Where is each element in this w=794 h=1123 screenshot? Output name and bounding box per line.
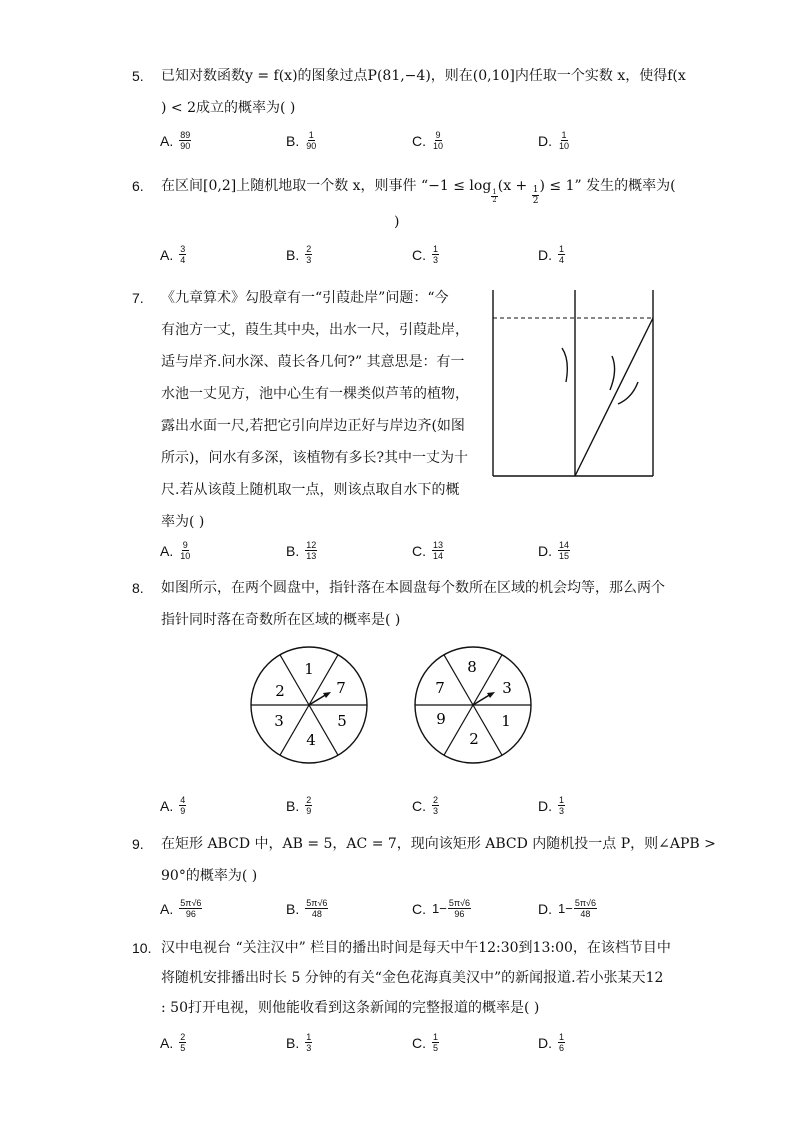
- option-b[interactable]: [286, 244, 312, 265]
- question-10-line-2: 将随机安排播出时长 5 分钟的有关“金色花海真美汉中”的新闻报道.若小张某天12: [161, 970, 664, 986]
- option-fraction: [179, 244, 186, 265]
- fraction-numerator: 5π√6: [574, 898, 596, 908]
- option-fraction: [179, 540, 191, 561]
- fraction-numerator: 5π√6: [306, 898, 328, 908]
- fraction-numerator: 4: [180, 795, 186, 805]
- disk1-sector-top-left: 2: [275, 682, 285, 700]
- fraction-numerator: 1: [559, 244, 565, 254]
- fraction-numerator: 2: [433, 795, 439, 805]
- disk1-sector-bottom-right: 5: [337, 712, 347, 730]
- disk1-sector-bottom: 4: [306, 731, 316, 749]
- question-7-number: 7.: [132, 290, 144, 306]
- option-label: A.: [160, 797, 174, 814]
- fraction-numerator: 1: [433, 1032, 439, 1042]
- question-9-number: 9.: [132, 836, 144, 852]
- option-fraction: [432, 795, 439, 816]
- option-b[interactable]: [286, 898, 328, 919]
- option-fraction: [558, 540, 570, 561]
- question-5-line-1: 已知对数函数y = f(x)的图象过点P(81,−4)，则在(0,10]内任取一个实数 x，使得f(x: [161, 68, 686, 84]
- option-label: A.: [160, 542, 174, 559]
- option-label: D.: [538, 132, 552, 149]
- disk2-sector-bottom-left: 9: [436, 710, 446, 728]
- option-label: D.: [538, 900, 552, 917]
- option-fraction: [305, 130, 317, 151]
- option-c[interactable]: [412, 244, 439, 265]
- fraction-numerator: 2: [306, 795, 312, 805]
- option-label: C.: [412, 900, 426, 917]
- disk2-sector-top: 8: [467, 658, 477, 676]
- fraction-denominator: 48: [311, 909, 322, 919]
- option-fraction: [558, 130, 570, 151]
- question-10-line-3: : 50打开电视，则他能收看到这条新闻的完整报道的概率是( ): [161, 1000, 540, 1016]
- question-7-line-1: 《九章算术》勾股章有一“引葭赴岸”问题：“今: [161, 290, 449, 306]
- fraction-denominator: 13: [306, 551, 317, 561]
- fraction-denominator: 48: [580, 909, 591, 919]
- option-fraction: [558, 1032, 565, 1053]
- option-label: B.: [286, 1034, 300, 1051]
- fraction-numerator: 12: [306, 540, 317, 550]
- question-6-text-c: ) ≤ 1” 发生的概率为(: [539, 178, 676, 194]
- fraction-numerator: 1: [308, 130, 314, 140]
- fraction-denominator: 90: [180, 141, 191, 151]
- option-label: D.: [538, 1034, 552, 1051]
- fraction-denominator: 14: [433, 551, 444, 561]
- reed-leaning: [575, 318, 653, 476]
- fraction-denominator: 10: [559, 141, 570, 151]
- option-d[interactable]: [538, 1032, 565, 1053]
- option-b[interactable]: [286, 540, 317, 561]
- option-d[interactable]: [538, 244, 565, 265]
- fraction-denominator: 15: [559, 551, 570, 561]
- question-6-number: 6.: [132, 178, 144, 194]
- option-a[interactable]: [160, 244, 186, 265]
- question-7-line-6: 所示)，问水有多深，该植物有多长?其中一丈为十: [161, 450, 468, 466]
- option-d[interactable]: [538, 795, 565, 816]
- option-label: B.: [286, 900, 300, 917]
- option-fraction: [179, 795, 186, 816]
- reed-pond-figure: [488, 286, 658, 480]
- leaf-middle: [610, 356, 615, 390]
- fraction-denominator: 4: [559, 255, 565, 265]
- spinner-disk-2: [412, 644, 534, 766]
- leaf-right: [618, 382, 638, 404]
- option-fraction: [179, 130, 191, 151]
- option-label: B.: [286, 246, 300, 263]
- question-7-line-3: 适与岸齐.问水深、葭长各几何?” 其意思是：有一: [161, 354, 465, 370]
- option-c[interactable]: [412, 795, 439, 816]
- option-fraction: [432, 1032, 439, 1053]
- question-5-number: 5.: [132, 68, 144, 84]
- fraction-numerator: 2: [306, 244, 312, 254]
- option-label: B.: [286, 542, 300, 559]
- question-6-line-2: ): [394, 214, 400, 230]
- question-7-line-2: 有池方一丈，葭生其中央，出水一尺，引葭赴岸，: [161, 322, 469, 338]
- fraction-denominator: 3: [306, 255, 312, 265]
- option-b[interactable]: [286, 130, 317, 151]
- disk1-sector-bottom-left: 3: [274, 712, 284, 730]
- question-8-line-2: 指针同时落在奇数所在区域的概率是( ): [161, 612, 401, 628]
- option-a[interactable]: [160, 540, 191, 561]
- option-prefix: 1−: [432, 901, 447, 916]
- option-fraction: [558, 244, 565, 265]
- question-7-line-7: 尺.若从该葭上随机取一点，则该点取自水下的概: [161, 482, 460, 498]
- question-6-text-b: (x +: [497, 178, 532, 194]
- spinner-disk-1: [248, 644, 370, 766]
- option-label: D.: [538, 797, 552, 814]
- option-label: B.: [286, 132, 300, 149]
- fraction-denominator: 4: [180, 255, 186, 265]
- option-fraction: [448, 898, 471, 919]
- fraction-denominator: 3: [433, 255, 439, 265]
- disk2-sector-top-right: 3: [502, 679, 512, 697]
- option-a[interactable]: [160, 1032, 186, 1053]
- fraction-numerator: 2: [180, 1032, 186, 1042]
- option-fraction: [305, 795, 312, 816]
- option-a[interactable]: [160, 130, 191, 151]
- fraction-numerator: 1: [559, 795, 565, 805]
- fraction-denominator: 3: [306, 1043, 312, 1053]
- option-fraction: [432, 130, 444, 151]
- option-label: D.: [538, 542, 552, 559]
- question-10-options: [0, 1032, 794, 1062]
- question-9-line-2: 90°的概率为( ): [161, 868, 258, 884]
- fraction-denominator: 5: [433, 1043, 439, 1053]
- fraction-denominator: 3: [559, 806, 565, 816]
- question-5-options: [0, 130, 794, 160]
- option-prefix: 1−: [558, 901, 573, 916]
- option-label: C.: [412, 797, 426, 814]
- question-7-line-4: 水池一丈见方，池中心生有一棵类似芦苇的植物，: [161, 386, 469, 402]
- option-label: A.: [160, 900, 174, 917]
- option-label: A.: [160, 1034, 174, 1051]
- fraction-numerator: 13: [433, 540, 444, 550]
- option-a[interactable]: [160, 795, 186, 816]
- fraction-numerator: 9: [182, 540, 188, 550]
- fraction-numerator: 89: [180, 130, 191, 140]
- fraction-numerator: 5π√6: [448, 898, 470, 908]
- option-label: C.: [412, 132, 426, 149]
- option-label: B.: [286, 797, 300, 814]
- disk2-sector-bottom: 2: [469, 730, 479, 748]
- option-fraction: [305, 898, 328, 919]
- option-fraction: [179, 898, 202, 919]
- option-label: D.: [538, 246, 552, 263]
- disk1-sector-top-right: 7: [336, 679, 346, 697]
- disk1-sector-top: 1: [304, 660, 314, 678]
- option-fraction: [432, 540, 444, 561]
- fraction-denominator: 6: [559, 1043, 565, 1053]
- question-10-number: 10.: [132, 940, 152, 956]
- question-7-line-5: 露出水面一尺,若把它引向岸边正好与岸边齐(如图: [161, 418, 465, 434]
- question-8-number: 8.: [132, 580, 144, 596]
- option-fraction: [558, 795, 565, 816]
- option-b[interactable]: [286, 1032, 312, 1053]
- option-c[interactable]: [412, 1032, 439, 1053]
- disk2-sector-top-left: 7: [435, 679, 445, 697]
- leaf-left: [562, 348, 567, 382]
- option-fraction: [305, 540, 317, 561]
- fraction-denominator: 9: [180, 806, 186, 816]
- fraction-denominator: 90: [306, 141, 317, 151]
- fraction-denominator: 5: [180, 1043, 186, 1053]
- option-fraction: [432, 244, 439, 265]
- question-9-line-1: 在矩形 ABCD 中，AB = 5，AC = 7，现向该矩形 ABCD 内随机投一点 P，则∠APB >: [161, 836, 716, 852]
- option-label: A.: [160, 246, 174, 263]
- fraction-numerator: 1: [561, 130, 567, 140]
- fraction-numerator: 14: [559, 540, 570, 550]
- option-fraction: [305, 1032, 312, 1053]
- fraction-denominator: 96: [185, 909, 196, 919]
- log-base-fraction: $\frac{1}{2}$: [492, 188, 497, 204]
- question-10-line-1: 汉中电视台 “关注汉中” 栏目的播出时间是每天中午12:30到13:00，在该档节目中: [161, 940, 671, 956]
- question-6-text-a: 在区间[0,2]上随机地取一个数 x，则事件 “−1 ≤ log: [161, 178, 492, 194]
- question-8-options: [0, 795, 794, 825]
- option-a[interactable]: [160, 898, 202, 919]
- question-6-options: [0, 244, 794, 274]
- option-c[interactable]: [412, 540, 444, 561]
- option-fraction: [179, 1032, 186, 1053]
- option-d[interactable]: [538, 540, 570, 561]
- question-5-line-2: ) < 2成立的概率为( ): [161, 100, 296, 116]
- option-label: C.: [412, 542, 426, 559]
- fraction-denominator: 10: [433, 141, 444, 151]
- disk2-sector-bottom-right: 1: [501, 712, 511, 730]
- question-7-line-8: 率为( ): [161, 514, 205, 530]
- fraction-numerator: 5π√6: [180, 898, 202, 908]
- option-b[interactable]: [286, 795, 312, 816]
- fraction-denominator: 9: [306, 806, 312, 816]
- question-7-options: [0, 540, 794, 570]
- question-9-options: [0, 898, 794, 928]
- fraction-numerator: 1: [559, 1032, 565, 1042]
- question-8-line-1: 如图所示，在两个圆盘中，指针落在本圆盘每个数所在区域的机会均等，那么两个: [161, 580, 665, 596]
- fraction-denominator: 10: [180, 551, 191, 561]
- fraction-denominator: 3: [433, 806, 439, 816]
- option-label: A.: [160, 132, 174, 149]
- fraction-numerator: 1: [306, 1032, 312, 1042]
- option-c[interactable]: [412, 130, 444, 151]
- option-fraction: [305, 244, 312, 265]
- fraction-numerator: 9: [435, 130, 441, 140]
- option-label: C.: [412, 1034, 426, 1051]
- half-fraction: $\frac{1}{2}$: [532, 185, 539, 206]
- option-d[interactable]: [538, 898, 597, 919]
- option-c[interactable]: [412, 898, 471, 919]
- fraction-numerator: 3: [180, 244, 186, 254]
- option-label: C.: [412, 246, 426, 263]
- option-fraction: [574, 898, 597, 919]
- fraction-denominator: 96: [454, 909, 465, 919]
- question-6-line-1: [161, 176, 676, 206]
- option-d[interactable]: [538, 130, 570, 151]
- fraction-numerator: 1: [433, 244, 439, 254]
